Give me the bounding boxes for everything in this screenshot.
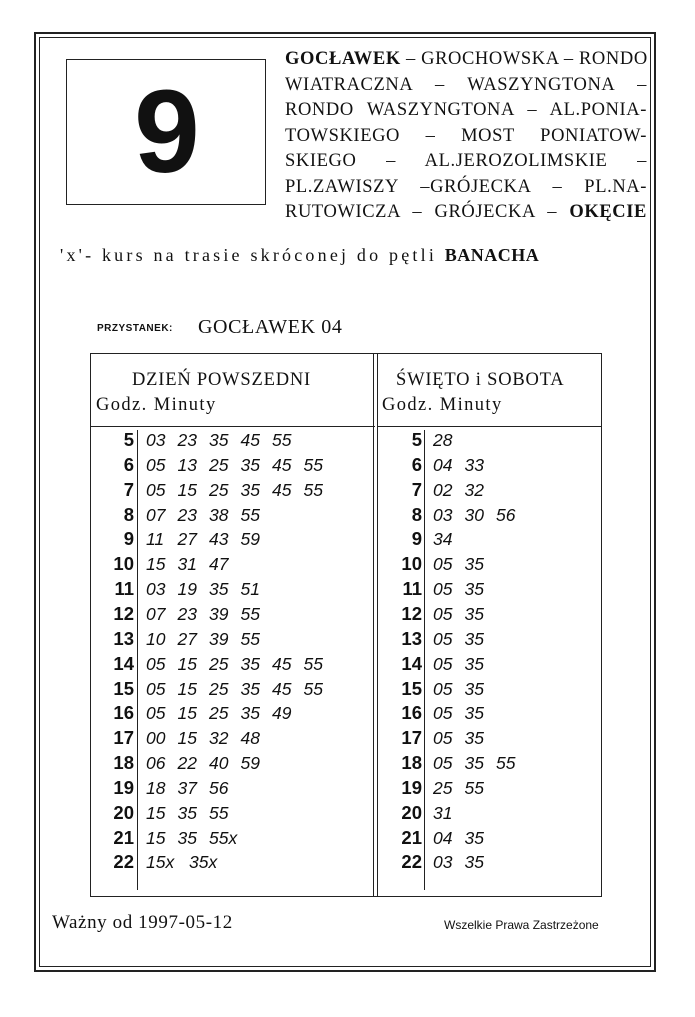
minute-value: 35 (464, 653, 484, 674)
hour-cell: 20 (113, 801, 134, 823)
hour-cell: 7 (123, 478, 134, 500)
minute-value: 15 (146, 827, 166, 848)
minute-value: 05 (433, 728, 453, 749)
minute-value: 55 (464, 777, 484, 798)
stop-label: PRZYSTANEK: (97, 323, 173, 334)
holiday-subtitle: Godz. Minuty (382, 395, 503, 415)
minute-value: 05 (146, 454, 166, 475)
minutes-cell (146, 430, 304, 451)
minute-value: 56 (209, 777, 229, 798)
minute-value: 25 (433, 777, 453, 798)
minute-value: 55 (240, 628, 260, 649)
minute-value: 35 (464, 628, 484, 649)
minute-value: 15 (177, 678, 197, 699)
minute-value: 49 (272, 703, 292, 724)
hour-cell: 15 (113, 677, 134, 699)
holiday-header-rule (377, 426, 602, 427)
minute-value: 25 (209, 479, 229, 500)
minute-value: 37 (177, 777, 197, 798)
weekday-subtitle: Godz. Minuty (96, 395, 217, 415)
holiday-title: ŚWIĘTO i SOBOTA (396, 370, 565, 390)
minutes-cell (433, 529, 465, 550)
minute-value: 05 (433, 753, 453, 774)
minute-value: 03 (433, 504, 453, 525)
minute-value: 43 (209, 529, 229, 550)
minute-value: 48 (240, 728, 260, 749)
minute-value: 56 (496, 504, 516, 525)
minute-value: 28 (433, 430, 453, 450)
hour-cell: 13 (113, 627, 134, 649)
minutes-cell (433, 753, 528, 774)
minute-value: 35 (177, 802, 197, 823)
minute-value: 35 (464, 852, 484, 873)
minute-value: 25 (209, 678, 229, 699)
minutes-cell (433, 728, 496, 749)
hour-cell: 19 (113, 776, 134, 798)
minute-value: 33 (464, 454, 484, 475)
hour-cell: 21 (401, 826, 422, 848)
minute-value: 35 (240, 454, 260, 475)
minute-value: 05 (146, 703, 166, 724)
minute-value: 03 (433, 852, 453, 873)
route-terminus: OKĘCIE (569, 202, 647, 222)
minutes-cell (146, 703, 304, 724)
minute-value: 06 (146, 753, 166, 774)
minute-value: 05 (146, 678, 166, 699)
route-line (285, 73, 647, 99)
hour-cell: 5 (411, 429, 422, 450)
minutes-cell (433, 778, 496, 799)
route-line (285, 149, 647, 175)
minute-value: 23 (177, 504, 197, 525)
route-text: – GROCHOWSKA – RONDO (400, 49, 648, 69)
minute-value: 25 (209, 653, 229, 674)
minute-value: 55 (303, 653, 323, 674)
route-text: RONDO WASZYNGTONA – AL.PONIA- (285, 100, 647, 120)
minute-value: 35 (464, 554, 484, 575)
minute-value: 15 (146, 554, 166, 575)
short-course-note (60, 245, 640, 266)
minute-value: 34 (433, 529, 453, 550)
minutes-cell (146, 654, 335, 675)
hour-cell: 5 (123, 429, 134, 450)
minute-value: 45 (272, 653, 292, 674)
route-text: PL.ZAWISZY –GRÓJECKA – PL.NA- (285, 176, 647, 197)
minute-value: 03 (146, 579, 166, 600)
minutes-cell (146, 554, 241, 575)
minute-value: 35 (177, 827, 197, 848)
minute-value: 38 (209, 504, 229, 525)
minutes-cell (146, 778, 241, 799)
minute-value: 18 (146, 777, 166, 798)
minutes-cell (146, 679, 335, 700)
minutes-cell (146, 828, 241, 849)
minute-value: 59 (240, 529, 260, 550)
minute-value: 15 (177, 479, 197, 500)
minutes-cell (433, 679, 496, 700)
minutes-cell (146, 579, 272, 600)
minute-value: 05 (433, 554, 453, 575)
minute-value: 59 (240, 753, 260, 774)
minute-value: 35 (464, 827, 484, 848)
minute-value: 55 (303, 678, 323, 699)
route-text: WIATRACZNA – WASZYNGTONA – (285, 74, 647, 95)
minute-value: 05 (433, 703, 453, 724)
minute-value: 05 (433, 678, 453, 699)
minute-value: 05 (433, 653, 453, 674)
minute-value: 35 (464, 753, 484, 774)
minutes-cell (146, 852, 232, 873)
minute-value: 05 (146, 653, 166, 674)
minute-value: 30 (464, 504, 484, 525)
minute-value: 55 (240, 603, 260, 624)
rights-notice: Wszelkie Prawa Zastrzeżone (444, 918, 599, 932)
hour-cell: 18 (113, 752, 134, 774)
minute-value: 15 (177, 703, 197, 724)
minute-value: 25 (209, 703, 229, 724)
minute-value: 05 (146, 479, 166, 500)
stop-name: GOCŁAWEK 04 (198, 316, 343, 338)
minutes-cell (146, 505, 272, 526)
minute-value: 55x (209, 827, 238, 848)
minute-value: 15 (177, 653, 197, 674)
route-text: RUTOWICZA – GRÓJECKA – (285, 202, 570, 222)
minute-value: 35 (209, 579, 229, 600)
minutes-cell (433, 828, 496, 849)
hour-cell: 17 (401, 727, 422, 749)
hour-cell: 12 (401, 602, 422, 624)
route-line (285, 98, 647, 124)
weekday-title: DZIEŃ POWSZEDNI (132, 370, 311, 390)
minute-value: 40 (209, 753, 229, 774)
hour-cell: 16 (113, 702, 134, 724)
minute-value: 45 (272, 678, 292, 699)
minute-value: 55 (209, 802, 229, 823)
minute-value: 15x (146, 852, 175, 873)
minutes-cell (433, 654, 496, 675)
route-terminus: GOCŁAWEK (285, 49, 401, 69)
hour-cell: 12 (113, 602, 134, 624)
minute-value: 27 (177, 529, 197, 550)
minute-value: 35 (464, 603, 484, 624)
route-line (285, 200, 647, 226)
minute-value: 19 (177, 579, 197, 600)
minute-value: 05 (433, 603, 453, 624)
column-separator (373, 353, 378, 897)
route-description (285, 47, 647, 226)
route-text: SKIEGO – AL.JEROZOLIMSKIE – (285, 151, 647, 171)
minute-value: 25 (209, 454, 229, 475)
minute-value: 39 (209, 628, 229, 649)
minute-value: 45 (272, 479, 292, 500)
minute-value: 23 (177, 430, 197, 450)
minute-value: 45 (240, 430, 260, 450)
minute-value: 13 (177, 454, 197, 475)
minutes-cell (433, 455, 496, 476)
hour-cell: 13 (401, 627, 422, 649)
minute-value: 35 (464, 728, 484, 749)
minute-value: 32 (464, 479, 484, 500)
minutes-cell (433, 629, 496, 650)
minute-value: 22 (177, 753, 197, 774)
hour-cell: 9 (123, 528, 134, 550)
minute-value: 55 (303, 479, 323, 500)
hour-cell: 10 (113, 553, 134, 575)
minute-value: 03 (146, 430, 166, 450)
hour-cell: 16 (401, 702, 422, 724)
holiday-hour-rule (424, 430, 425, 890)
minute-value: 31 (177, 554, 197, 575)
hour-cell: 8 (123, 503, 134, 525)
hour-cell: 22 (113, 851, 134, 873)
hour-cell: 8 (411, 503, 422, 525)
minute-value: 27 (177, 628, 197, 649)
minutes-cell (433, 703, 496, 724)
hour-cell: 7 (411, 478, 422, 500)
minute-value: 35 (240, 653, 260, 674)
minute-value: 05 (433, 579, 453, 600)
minutes-cell (433, 579, 496, 600)
hour-cell: 9 (411, 528, 422, 550)
minutes-cell (146, 753, 272, 774)
minute-value: 55 (272, 430, 292, 450)
minute-value: 35 (240, 479, 260, 500)
hour-cell: 11 (402, 578, 422, 600)
hour-cell: 22 (401, 851, 422, 873)
weekday-header-rule (90, 426, 375, 427)
note-text: 'x'- kurs na trasie skróconej do pętli (60, 245, 445, 265)
minute-value: 32 (209, 728, 229, 749)
hour-cell: 15 (401, 677, 422, 699)
route-line (285, 175, 647, 201)
line-number-box (66, 59, 266, 205)
weekday-hour-rule (137, 430, 138, 890)
minute-value: 51 (240, 579, 260, 600)
minute-value: 55 (240, 504, 260, 525)
hour-cell: 6 (411, 453, 422, 475)
minutes-cell (433, 554, 496, 575)
minute-value: 55 (303, 454, 323, 475)
minute-value: 35 (464, 703, 484, 724)
minute-value: 31 (433, 802, 453, 823)
minute-value: 04 (433, 827, 453, 848)
hour-cell: 20 (401, 801, 422, 823)
minutes-cell (433, 803, 465, 824)
minutes-cell (146, 629, 272, 650)
minutes-cell (146, 529, 272, 550)
minute-value: 35 (240, 703, 260, 724)
minutes-cell (146, 480, 335, 501)
minute-value: 47 (209, 554, 229, 575)
minute-value: 15 (146, 802, 166, 823)
minute-value: 35 (209, 430, 229, 450)
minutes-cell (146, 455, 335, 476)
route-text: TOWSKIEGO – MOST PONIATOW- (285, 125, 647, 146)
minute-value: 35 (464, 579, 484, 600)
hour-cell: 18 (401, 752, 422, 774)
minute-value: 35 (240, 678, 260, 699)
minute-value: 00 (146, 728, 166, 749)
minute-value: 15 (177, 728, 197, 749)
minutes-cell (433, 430, 465, 451)
minute-value: 35x (189, 852, 218, 873)
note-destination: BANACHA (444, 245, 540, 265)
route-line (285, 47, 647, 73)
hour-cell: 14 (113, 652, 134, 674)
minutes-cell (433, 480, 496, 501)
minutes-cell (433, 852, 496, 873)
hour-cell: 17 (113, 727, 134, 749)
hour-cell: 6 (123, 453, 134, 475)
minutes-cell (433, 604, 496, 625)
hour-cell: 10 (401, 553, 422, 575)
minute-value: 35 (464, 678, 484, 699)
minute-value: 10 (146, 628, 166, 649)
line-number: 9 (134, 66, 198, 198)
minute-value: 55 (496, 753, 516, 774)
minute-value: 39 (209, 603, 229, 624)
minute-value: 11 (146, 529, 165, 550)
minutes-cell (433, 505, 528, 526)
minute-value: 45 (272, 454, 292, 475)
minute-value: 07 (146, 504, 166, 525)
valid-from: Ważny od 1997-05-12 (52, 912, 233, 933)
hour-cell: 11 (114, 578, 134, 600)
minute-value: 07 (146, 603, 166, 624)
minute-value: 23 (177, 603, 197, 624)
minutes-cell (146, 803, 241, 824)
minute-value: 02 (433, 479, 453, 500)
minutes-cell (146, 728, 272, 749)
minute-value: 04 (433, 454, 453, 475)
hour-cell: 19 (401, 776, 422, 798)
minutes-cell (146, 604, 272, 625)
route-line (285, 124, 647, 150)
hour-cell: 14 (401, 652, 422, 674)
minute-value: 05 (433, 628, 453, 649)
hour-cell: 21 (113, 826, 134, 848)
